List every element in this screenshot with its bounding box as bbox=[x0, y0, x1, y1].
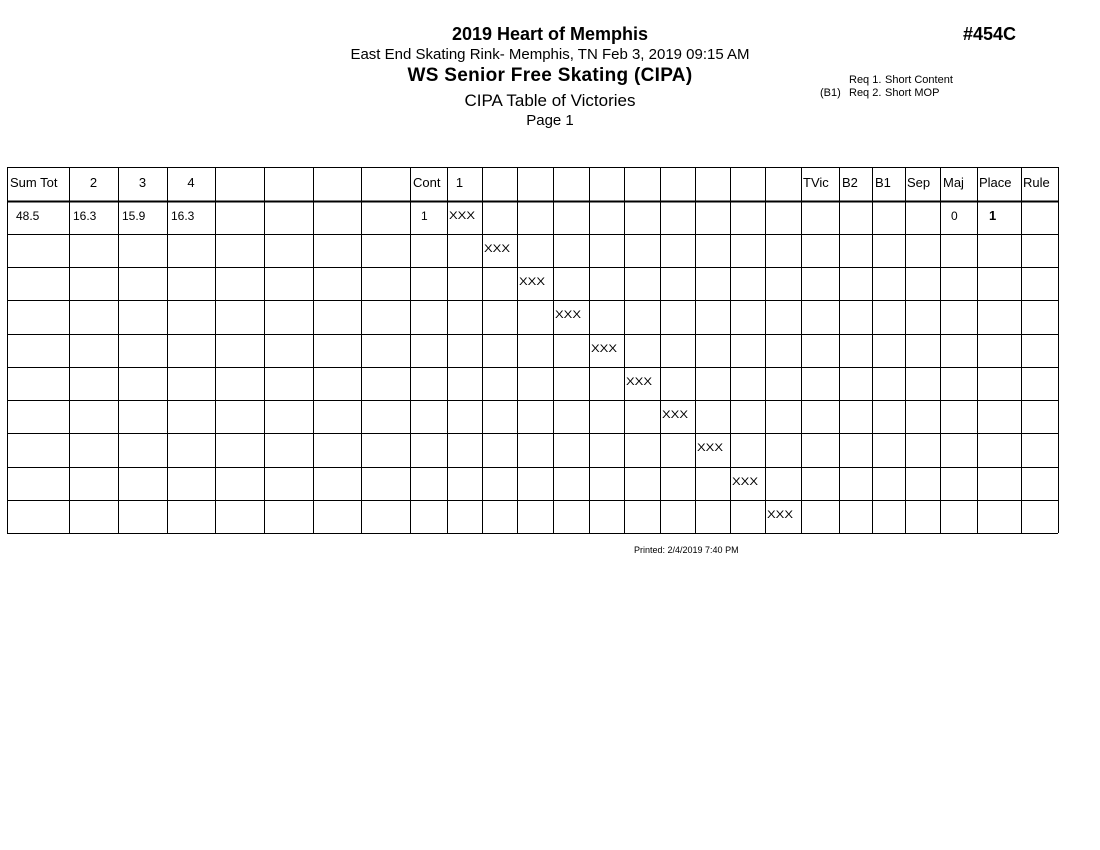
table-cell-value: 1 bbox=[421, 209, 428, 223]
diagonal-mark: XXX bbox=[555, 309, 582, 321]
venue-datetime-line: East End Skating Rink- Memphis, TN Feb 3, 2019 09:15 AM bbox=[350, 46, 750, 63]
diagonal-mark: XXX bbox=[662, 409, 689, 421]
printed-timestamp: Printed: 2/4/2019 7:40 PM bbox=[634, 545, 739, 555]
column-header: B2 bbox=[842, 175, 858, 190]
column-header: 1 bbox=[455, 175, 464, 190]
column-header: Maj bbox=[943, 175, 964, 190]
column-header: 3 bbox=[138, 175, 147, 190]
requirement-text: Short Content bbox=[885, 74, 953, 86]
requirement-label: Req 2. bbox=[849, 87, 882, 99]
table-cell-value: 48.5 bbox=[16, 209, 40, 223]
diagonal-mark: XXX bbox=[732, 476, 759, 488]
diagonal-mark: XXX bbox=[449, 210, 476, 222]
diagonal-mark: XXX bbox=[767, 509, 794, 521]
table-cell-value: 16.3 bbox=[73, 209, 97, 223]
event-number: #454C bbox=[963, 24, 1017, 44]
diagonal-mark: XXX bbox=[626, 376, 653, 388]
column-header: Place bbox=[979, 175, 1012, 190]
report-title: CIPA Table of Victories bbox=[464, 91, 636, 110]
table-cell-value: 0 bbox=[951, 209, 958, 223]
table-cell-value: 15.9 bbox=[122, 209, 146, 223]
requirement-text: Short MOP bbox=[885, 87, 940, 99]
segment-title: WS Senior Free Skating (CIPA) bbox=[407, 65, 693, 86]
column-header: B1 bbox=[875, 175, 891, 190]
diagonal-mark: XXX bbox=[697, 442, 724, 454]
column-header: Rule bbox=[1023, 175, 1050, 190]
diagonal-mark: XXX bbox=[484, 243, 511, 255]
column-header: 4 bbox=[187, 175, 195, 190]
column-header: TVic bbox=[803, 175, 829, 190]
requirement-label: Req 1. bbox=[849, 74, 882, 86]
table-cell-value: 16.3 bbox=[171, 209, 195, 223]
column-header: Cont bbox=[413, 175, 441, 190]
diagonal-mark: XXX bbox=[519, 276, 546, 288]
column-header: Sep bbox=[907, 175, 931, 190]
column-header: 2 bbox=[89, 175, 98, 190]
diagonal-mark: XXX bbox=[591, 343, 618, 355]
column-header: Sum Tot bbox=[10, 175, 58, 190]
requirement-tag: (B1) bbox=[820, 87, 841, 99]
event-name: 2019 Heart of Memphis bbox=[451, 24, 649, 44]
page-label: Page 1 bbox=[526, 112, 574, 129]
table-cell-value: 1 bbox=[989, 208, 997, 223]
